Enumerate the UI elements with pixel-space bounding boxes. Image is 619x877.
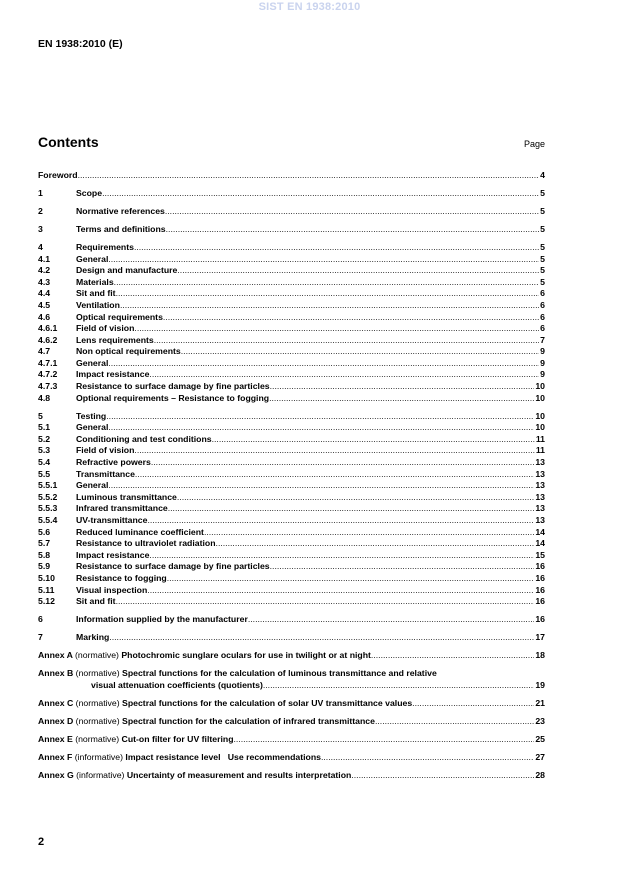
toc-entry-page: 16 xyxy=(535,596,545,607)
toc-entry-title: Transmittance xyxy=(76,468,135,479)
toc-entry-page: 16 xyxy=(535,561,545,572)
toc-entry-line xyxy=(76,277,545,289)
toc-entry-page: 11 xyxy=(535,445,545,456)
toc-entry-line xyxy=(76,288,545,300)
dot-leader xyxy=(167,573,535,585)
dot-leader xyxy=(270,561,535,573)
toc-entry-page: 13 xyxy=(535,514,545,525)
dot-leader xyxy=(321,752,534,764)
annex-entry-line xyxy=(38,770,545,782)
dot-leader xyxy=(108,422,534,434)
toc-entry-line xyxy=(76,242,545,254)
toc-entry[interactable] xyxy=(38,457,545,469)
dot-leader xyxy=(109,632,534,644)
toc-entry[interactable] xyxy=(38,206,545,218)
toc-entry-number: 5.5 xyxy=(38,468,51,479)
toc-entry-title: Materials xyxy=(76,276,114,287)
toc-entry-line xyxy=(76,515,545,527)
annex-label: Annex E xyxy=(38,733,73,744)
toc-entry[interactable] xyxy=(38,312,545,324)
dot-leader xyxy=(212,434,535,446)
annex-entry-page: 27 xyxy=(535,751,545,762)
toc-entry-line xyxy=(76,300,545,312)
toc-entry-number: 5.11 xyxy=(38,584,55,595)
annex-title: Uncertainty of measurement and results interpretation xyxy=(126,769,352,780)
toc-entry-page: 13 xyxy=(535,480,545,491)
annex-label: Annex F xyxy=(38,751,73,762)
dot-leader xyxy=(147,585,534,597)
annex-entry-title xyxy=(38,716,375,728)
toc-entry-number: 4.1 xyxy=(38,253,51,264)
dot-leader xyxy=(248,614,534,626)
toc-entry-number: 5.10 xyxy=(38,572,55,583)
dot-leader xyxy=(166,224,540,236)
dot-leader xyxy=(114,277,539,289)
annex-title: Photochromic sunglare oculars for use in twilight or at night xyxy=(121,650,371,661)
toc-entry-number: 1 xyxy=(38,187,43,198)
toc-entry[interactable] xyxy=(38,188,545,200)
toc-entry-page: 9 xyxy=(540,369,545,380)
annex-type: (normative) xyxy=(75,697,120,708)
toc-entry-page: 17 xyxy=(535,632,545,643)
annex-title-continued: visual attenuation coefficients (quotients) xyxy=(91,679,263,690)
toc-entry-line xyxy=(76,358,545,370)
annex-entry[interactable] xyxy=(38,716,545,728)
toc-entry-line xyxy=(76,312,545,324)
toc-entry-page: 16 xyxy=(535,572,545,583)
toc-entry[interactable] xyxy=(38,335,545,347)
dot-leader xyxy=(351,770,534,782)
toc-entry[interactable] xyxy=(38,550,545,562)
page-column-label: Page xyxy=(523,139,545,149)
annex-entry-title xyxy=(38,770,351,782)
dot-leader xyxy=(375,716,534,728)
dot-leader xyxy=(108,480,534,492)
toc-entry-page: 10 xyxy=(535,410,545,421)
annex-entry[interactable] xyxy=(38,668,545,680)
toc-entry-number: 4.6 xyxy=(38,311,51,322)
annex-label: Annex D xyxy=(38,715,74,726)
toc-entry-page: 4 xyxy=(540,170,545,180)
toc-entry-line xyxy=(76,188,545,200)
toc-entry[interactable] xyxy=(38,381,545,393)
toc-entry-number: 2 xyxy=(38,205,43,216)
toc-entry[interactable] xyxy=(38,300,545,312)
toc-entry-number: 3 xyxy=(38,223,43,234)
dot-leader xyxy=(204,527,534,539)
annex-entry[interactable] xyxy=(38,698,545,710)
dot-leader xyxy=(134,242,539,254)
annex-entry-page: 19 xyxy=(535,679,545,690)
toc-entry-title: Infrared transmittance xyxy=(76,503,168,514)
toc-entry[interactable] xyxy=(38,561,545,573)
toc-entry-number: 4.5 xyxy=(38,299,51,310)
dot-leader xyxy=(263,680,534,692)
toc-entry-number: 5.9 xyxy=(38,561,51,572)
toc-entry-line xyxy=(76,346,545,358)
toc-entry-line xyxy=(76,632,545,644)
toc-entry[interactable] xyxy=(38,346,545,358)
annex-label: Annex B xyxy=(38,668,74,679)
toc-entry-number: 4.7.2 xyxy=(38,369,58,380)
annex-entry-title xyxy=(38,668,437,680)
toc-entry[interactable] xyxy=(38,411,545,423)
toc-entry-title: Foreword xyxy=(38,170,78,180)
toc-entry-page: 13 xyxy=(535,457,545,468)
toc-entry-title: Resistance to ultraviolet radiation xyxy=(76,538,216,549)
toc-entry-line xyxy=(76,393,545,405)
dot-leader xyxy=(163,312,539,324)
annex-entry-page: 25 xyxy=(535,733,545,744)
toc-entry-page: 9 xyxy=(540,357,545,368)
toc-entry-title: Scope xyxy=(76,187,103,198)
annex-title: Spectral function for the calculation of infrared transmittance xyxy=(122,715,375,726)
toc-entry-title: General xyxy=(76,253,109,264)
annex-entry-line xyxy=(38,716,545,728)
toc-entry-title: Sit and fit xyxy=(76,288,116,299)
toc-entry-number: 5.5.4 xyxy=(38,514,58,525)
toc-entry[interactable] xyxy=(38,170,545,182)
toc-entry-page: 5 xyxy=(540,187,545,198)
toc-entry-page: 16 xyxy=(535,614,545,625)
toc-entry-page: 14 xyxy=(535,538,545,549)
toc-entry-title: UV-transmittance xyxy=(76,514,148,525)
toc-entry-line xyxy=(76,538,545,550)
toc-entry-title: Resistance to surface damage by fine particles xyxy=(76,561,270,572)
toc-entry-page: 10 xyxy=(535,381,545,392)
toc-entry[interactable] xyxy=(38,277,545,289)
toc-entry-number: 5.6 xyxy=(38,526,51,537)
dot-leader xyxy=(108,358,539,370)
annex-entry-line xyxy=(38,668,545,680)
toc-entry-title: General xyxy=(76,357,109,368)
watermark: SIST EN 1938:2010 xyxy=(258,1,361,13)
dot-leader xyxy=(106,411,534,423)
toc-entry-line xyxy=(76,492,545,504)
toc-entry-line xyxy=(76,585,545,597)
toc-entry-title: General xyxy=(76,422,109,433)
toc-entry[interactable] xyxy=(38,596,545,608)
toc-entry-page: 5 xyxy=(540,223,545,234)
toc-entry[interactable] xyxy=(38,358,545,370)
toc-entry-page: 6 xyxy=(540,311,545,322)
dot-leader xyxy=(269,393,534,405)
dot-leader xyxy=(149,550,534,562)
dot-leader xyxy=(177,492,534,504)
annex-type: (informative) xyxy=(74,751,123,762)
toc-entry[interactable] xyxy=(38,242,545,254)
annex-label: Annex A xyxy=(38,650,73,661)
annex-title: Impact resistance level Use recommendations xyxy=(125,751,321,762)
toc-entry-page: 13 xyxy=(535,468,545,479)
dot-leader xyxy=(78,170,540,182)
annex-entry-title xyxy=(38,734,234,746)
toc-entry-page: 10 xyxy=(535,422,545,433)
toc-entry-title: Visual inspection xyxy=(76,584,148,595)
toc-entry-title: Marking xyxy=(76,632,110,643)
toc-entry-title: Conditioning and test conditions xyxy=(76,433,212,444)
toc-entry[interactable] xyxy=(38,224,545,236)
annex-entry-page: 23 xyxy=(535,715,545,726)
toc-entry-line xyxy=(76,561,545,573)
page-number: 2 xyxy=(38,836,45,848)
toc-entry-number: 5.5.2 xyxy=(38,491,58,502)
annex-entry-line xyxy=(38,698,545,710)
annex-entry-title xyxy=(38,650,371,662)
annex-entry-line xyxy=(38,650,545,662)
annex-entry-title xyxy=(38,698,412,710)
dot-leader xyxy=(270,381,535,393)
dot-leader xyxy=(234,734,535,746)
toc-entry-line xyxy=(76,323,545,335)
toc-entry-title: Resistance to fogging xyxy=(76,572,167,583)
toc-entry-title: Sit and fit xyxy=(76,596,116,607)
toc-entry[interactable] xyxy=(38,515,545,527)
toc-entry[interactable] xyxy=(38,492,545,504)
toc-entry-title: General xyxy=(76,480,109,491)
toc-entry-page: 15 xyxy=(535,549,545,560)
annex-entry-page: 28 xyxy=(535,769,545,780)
toc-entry-page: 5 xyxy=(540,265,545,276)
toc-entry[interactable] xyxy=(38,265,545,277)
toc-entry-line xyxy=(76,503,545,515)
toc-entry-title: Optical requirements xyxy=(76,311,163,322)
toc-entry-number: 4.2 xyxy=(38,265,51,276)
toc-entry-page: 14 xyxy=(535,526,545,537)
dot-leader xyxy=(116,288,540,300)
toc-entry-line xyxy=(76,265,545,277)
toc-entry-line xyxy=(76,411,545,423)
toc-entry-line xyxy=(38,170,545,182)
dot-leader xyxy=(134,445,534,457)
toc-entry-number: 5.5.3 xyxy=(38,503,58,514)
toc-entry-line xyxy=(76,381,545,393)
toc-entry-title: Field of vision xyxy=(76,323,135,334)
dot-leader xyxy=(102,188,539,200)
toc-entry-title: Luminous transmittance xyxy=(76,491,177,502)
table-of-contents xyxy=(38,170,545,781)
toc-entry-page: 13 xyxy=(535,503,545,514)
toc-entry[interactable] xyxy=(38,434,545,446)
toc-entry-title: Ventilation xyxy=(76,299,120,310)
dot-leader xyxy=(134,323,539,335)
toc-entry-page: 6 xyxy=(540,288,545,299)
annex-entry[interactable] xyxy=(38,752,545,764)
toc-entry-page: 5 xyxy=(540,253,545,264)
dot-leader xyxy=(165,206,539,218)
toc-entry-line xyxy=(76,596,545,608)
dot-leader xyxy=(181,346,539,358)
toc-entry-page: 5 xyxy=(540,205,545,216)
toc-entry-number: 4 xyxy=(38,241,43,252)
toc-entry-line xyxy=(76,527,545,539)
toc-entry-number: 7 xyxy=(38,632,43,643)
toc-entry-number: 4.6.1 xyxy=(38,323,58,334)
dot-leader xyxy=(116,596,535,608)
dot-leader xyxy=(177,265,539,277)
toc-entry-number: 5.7 xyxy=(38,538,51,549)
annex-title: Cut-on filter for UV filtering xyxy=(121,733,234,744)
toc-entry[interactable] xyxy=(38,585,545,597)
toc-entry-number: 5.4 xyxy=(38,457,51,468)
toc-entry[interactable] xyxy=(38,632,545,644)
page-title: Contents xyxy=(38,134,99,150)
dot-leader xyxy=(151,457,534,469)
annex-label: Annex C xyxy=(38,697,74,708)
toc-entry[interactable] xyxy=(38,573,545,585)
toc-entry-number: 5.8 xyxy=(38,549,51,560)
toc-entry-title: Impact resistance xyxy=(76,549,150,560)
annex-entry-page: 18 xyxy=(535,650,545,661)
toc-entry-line xyxy=(76,457,545,469)
toc-entry-number: 4.4 xyxy=(38,288,51,299)
annex-type: (normative) xyxy=(75,650,119,661)
toc-entry[interactable] xyxy=(38,614,545,626)
toc-entry-line xyxy=(76,206,545,218)
toc-entry-number: 5.2 xyxy=(38,433,51,444)
dot-leader xyxy=(216,538,535,550)
toc-entry-title: Normative references xyxy=(76,205,165,216)
annex-entry-line xyxy=(91,680,545,692)
toc-entry-title: Information supplied by the manufacturer xyxy=(76,614,248,625)
annex-entry-continuation xyxy=(38,680,545,692)
toc-entry[interactable] xyxy=(38,288,545,300)
toc-entry-line xyxy=(76,445,545,457)
toc-entry-number: 4.6.2 xyxy=(38,334,58,345)
toc-entry-line xyxy=(76,434,545,446)
toc-entry-page: 5 xyxy=(540,241,545,252)
annex-entry[interactable] xyxy=(38,650,545,662)
toc-entry-page: 16 xyxy=(535,584,545,595)
toc-entry-line xyxy=(76,550,545,562)
annex-entry-line xyxy=(38,752,545,764)
toc-entry-line xyxy=(76,480,545,492)
toc-entry-number: 4.7 xyxy=(38,346,51,357)
toc-entry[interactable] xyxy=(38,469,545,481)
dot-leader xyxy=(371,650,534,662)
toc-entry[interactable] xyxy=(38,254,545,266)
toc-entry[interactable] xyxy=(38,323,545,335)
toc-entry-title: Optional requirements – Resistance to fogging xyxy=(76,392,270,403)
toc-entry-title: Field of vision xyxy=(76,445,135,456)
toc-entry-number: 4.7.1 xyxy=(38,357,58,368)
annex-entry-line xyxy=(38,734,545,746)
toc-entry-title: Resistance to surface damage by fine particles xyxy=(76,381,270,392)
dot-leader xyxy=(154,335,539,347)
toc-entry-number: 6 xyxy=(38,614,43,625)
toc-entry-page: 5 xyxy=(540,276,545,287)
toc-entry-title: Terms and definitions xyxy=(76,223,166,234)
toc-entry[interactable] xyxy=(38,369,545,381)
toc-entry-number: 5 xyxy=(38,410,43,421)
dot-leader xyxy=(412,698,534,710)
toc-entry-number: 5.5.1 xyxy=(38,480,58,491)
annex-type: (normative) xyxy=(75,733,120,744)
toc-entry-page: 10 xyxy=(535,392,545,403)
toc-entry-number: 5.1 xyxy=(38,422,51,433)
annex-type: (normative) xyxy=(75,715,120,726)
toc-entry-line xyxy=(76,335,545,347)
toc-entry-number: 4.7.3 xyxy=(38,381,58,392)
toc-entry-page: 6 xyxy=(540,299,545,310)
annex-title: Spectral functions for the calculation of luminous transmittance and relative xyxy=(122,668,437,679)
toc-entry-number: 5.3 xyxy=(38,445,51,456)
toc-entry-page: 9 xyxy=(540,346,545,357)
toc-entry-title: Refractive powers xyxy=(76,457,151,468)
toc-entry-page: 11 xyxy=(535,433,545,444)
annex-entry-page: 21 xyxy=(535,697,545,708)
toc-entry-page: 6 xyxy=(540,323,545,334)
toc-entry-page: 13 xyxy=(535,491,545,502)
toc-entry-page: 7 xyxy=(540,334,545,345)
document-header: EN 1938:2010 (E) xyxy=(38,38,123,50)
toc-entry[interactable] xyxy=(38,445,545,457)
toc-entry-number: 4.3 xyxy=(38,276,51,287)
annex-label: Annex G xyxy=(38,769,74,780)
toc-entry-line xyxy=(76,573,545,585)
toc-entry-title: Impact resistance xyxy=(76,369,150,380)
annex-entry[interactable] xyxy=(38,770,545,782)
annex-entry-title xyxy=(38,752,321,764)
dot-leader xyxy=(168,503,535,515)
dot-leader xyxy=(108,254,539,266)
toc-entry-line xyxy=(76,254,545,266)
toc-entry-title: Lens requirements xyxy=(76,334,154,345)
dot-leader xyxy=(147,515,534,527)
annex-type: (informative) xyxy=(76,769,125,780)
toc-entry[interactable] xyxy=(38,538,545,550)
toc-entry-title: Requirements xyxy=(76,241,134,252)
annex-entry[interactable] xyxy=(38,734,545,746)
annex-type: (normative) xyxy=(75,668,120,679)
toc-entry[interactable] xyxy=(38,422,545,434)
toc-entry-title: Non optical requirements xyxy=(76,346,181,357)
toc-entry-line xyxy=(76,469,545,481)
toc-entry[interactable] xyxy=(38,503,545,515)
annex-title: Spectral functions for the calculation of solar UV transmittance values xyxy=(122,697,413,708)
toc-entry-number: 4.8 xyxy=(38,392,51,403)
toc-entry-line xyxy=(76,422,545,434)
dot-leader xyxy=(135,469,534,481)
dot-leader xyxy=(120,300,539,312)
toc-entry[interactable] xyxy=(38,527,545,539)
toc-entry-line xyxy=(76,224,545,236)
toc-entry[interactable] xyxy=(38,393,545,405)
dot-leader xyxy=(149,369,539,381)
toc-entry-number: 5.12 xyxy=(38,596,55,607)
toc-entry[interactable] xyxy=(38,480,545,492)
toc-entry-line xyxy=(76,614,545,626)
toc-entry-title: Design and manufacture xyxy=(76,265,178,276)
toc-entry-line xyxy=(76,369,545,381)
toc-entry-title: Testing xyxy=(76,410,107,421)
toc-entry-title: Reduced luminance coefficient xyxy=(76,526,204,537)
